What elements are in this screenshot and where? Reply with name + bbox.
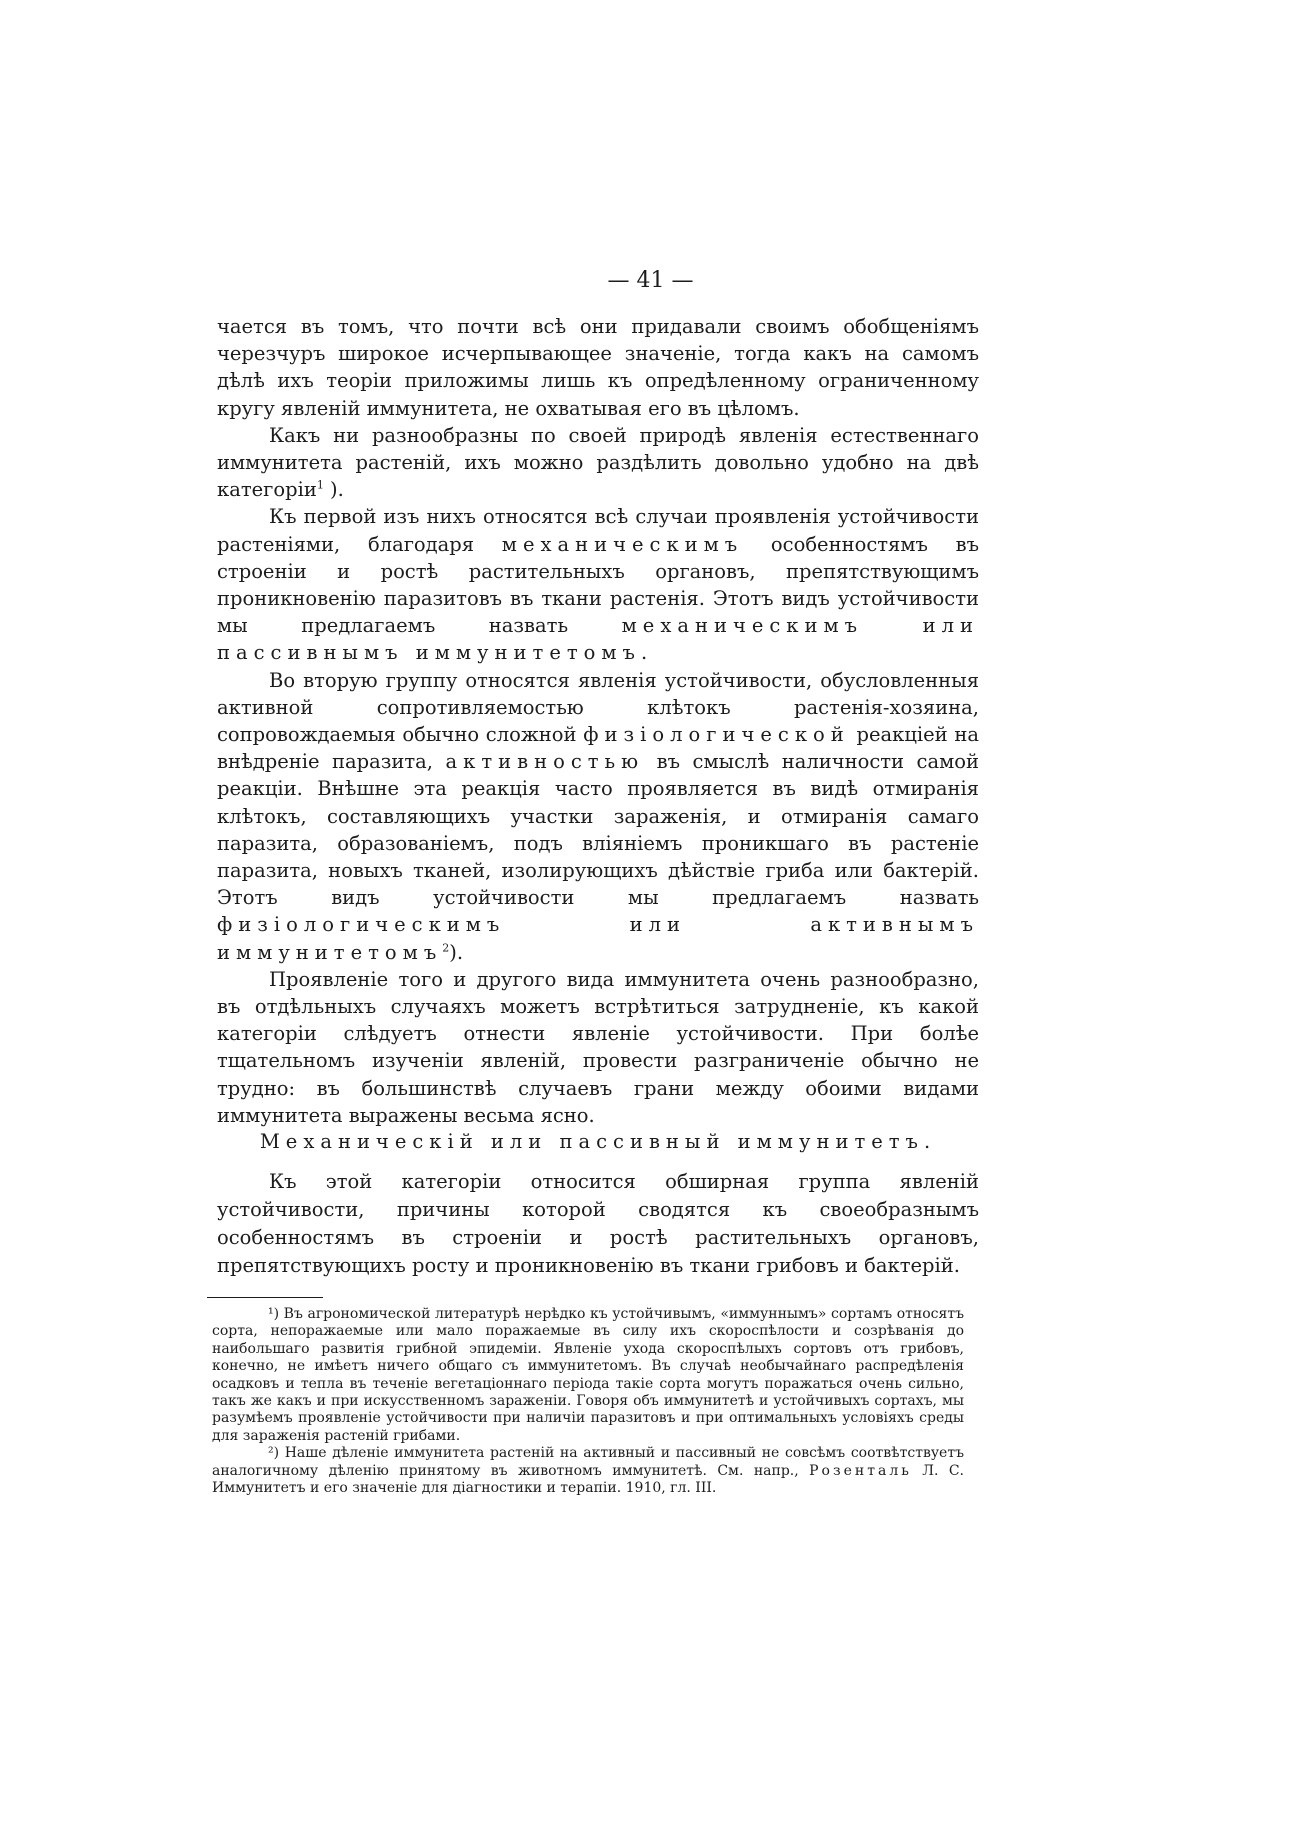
spaced-term: механическимъ — [501, 532, 744, 556]
section-heading: Механическій или пассивный иммунитетъ. — [259, 1130, 937, 1153]
footnote-ref-2: 2 — [442, 941, 450, 955]
paragraph-text: Къ первой изъ нихъ относятся всѣ случаи проявленія устойчивости растеніями, благодаря — [217, 505, 979, 556]
footnote-text: Наше дѣленіе иммунитета растеній на активный и пассивный не совсѣмъ соотвѣтствуетъ аналогичному дѣленію принятому въ животномъ иммунитетѣ. См. напр., — [212, 1445, 964, 1479]
spaced-term: физіологической — [583, 723, 850, 747]
paragraph-two-categories — [217, 422, 979, 504]
paragraph-text: особенностямъ въ строеніи и ростѣ растительныхъ органовъ, препятствующимъ проникновенію паразитовъ въ ткани растенія. Этотъ видъ устойчивости мы предлагаемъ назвать — [217, 532, 979, 638]
footnote-text: Л. С. Иммунитетъ и его значеніе для діагностики и терапіи. 1910, гл. III. — [212, 1462, 964, 1497]
paragraph-text: . — [640, 641, 648, 665]
footnote-marker: ¹) — [268, 1306, 280, 1322]
body-text — [217, 313, 979, 1129]
paragraph-mechanical — [217, 503, 979, 666]
page-number: — 41 — — [607, 268, 694, 293]
section-paragraph: Къ этой категоріи относится обширная группа явленій устойчивости, причины которой сводятся къ своеобразнымъ особенностямъ въ строеніи и ростѣ растительныхъ органовъ, препятствующихъ росту и проникновенію въ ткани грибовъ и бактерій. — [217, 1170, 979, 1277]
paragraph-text: ). — [449, 940, 464, 964]
spaced-term: активностью — [445, 750, 645, 774]
paragraph-manifestation: Проявленіе того и другого вида иммунитета очень разнообразно, въ отдѣльныхъ случаяхъ можетъ встрѣтиться затрудненіе, къ какой категоріи слѣдуетъ отнести явленіе устойчивости. При болѣе тщательномъ изученіи явленій, провести разграниченіе обычно не трудно: въ большинствѣ случаевъ грани между обоими видами иммунитета выражены весьма ясно. — [217, 967, 979, 1127]
paragraph-physiological — [217, 667, 979, 966]
spaced-term: механическимъ или пассивнымъ иммунитетомъ — [217, 614, 979, 665]
paragraph-text: реакціей на внѣдреніе паразита, — [217, 723, 979, 774]
footnotes — [212, 1306, 964, 1497]
footnote-marker: ²) — [268, 1445, 280, 1462]
footnote-text: Въ агрономической литературѣ нерѣдко къ устойчивымъ, «иммуннымъ» сортамъ относятъ сорта, непоражаемые или мало поражаемые въ силу ихъ скороспѣлости и созрѣванія до наибольшаго развитія грибной эпидеміи. Явленіе ухода скороспѣлыхъ сортовъ отъ грибовъ, конечно, не имѣетъ ничего общаго съ иммунитетомъ. Въ случаѣ необычайнаго распредѣленія осадковъ и тепла въ теченіе вегетаціоннаго періода такіе сорта могутъ поражаться очень сильно, такъ же какъ и при искусственномъ зараженіи. Говоря объ иммунитетѣ и устойчивыхъ сортахъ, мы разумѣемъ проявленіе устойчивости при наличіи паразитовъ и при оптимальныхъ условіяхъ среды для зараженія растеній грибами. — [212, 1306, 964, 1444]
paragraph-text: Какъ ни разнообразны по своей природѣ явленія естественнаго иммунитета растеній, ихъ можно раздѣлить довольно удобно на двѣ категоріи — [217, 423, 979, 502]
paragraph-text: въ смыслѣ наличности самой реакціи. Внѣшне эта реакція часто проявляется въ видѣ отмиранія клѣтокъ, составляющихъ участки зараженія, и отмиранія самаго паразита, образованіемъ, подъ вліяніемъ проникшаго въ растеніе паразита, новыхъ тканей, изолирующихъ дѣйствіе гриба или бактерій. Этотъ видъ устойчивости мы предлагаемъ назвать — [217, 750, 979, 910]
paragraph-text: Во вторую группу относятся явленія устойчивости, обусловленныя активной сопротивляемостью клѣтокъ растенія-хозяина, сопровождаемыя обычно сложной — [217, 668, 979, 747]
footnote-1 — [212, 1306, 964, 1445]
paragraph-text: ). — [323, 478, 344, 502]
footnote-2 — [212, 1445, 964, 1497]
footnote-author: Розенталь — [809, 1462, 912, 1479]
footnote-divider — [207, 1297, 323, 1298]
footnote-ref-1: 1 — [316, 478, 324, 492]
section-text — [217, 1168, 979, 1280]
paragraph-continuation: чается въ томъ, что почти всѣ они придавали своимъ обобщеніямъ черезчуръ широкое исчерпывающее значеніе, тогда какъ на самомъ дѣлѣ ихъ теоріи приложимы лишь къ опредѣленному ограниченному кругу явленій иммунитета, не охватывая его въ цѣломъ. — [217, 315, 979, 420]
spaced-term: физіологическимъ или активнымъ иммунитетомъ — [217, 913, 979, 964]
